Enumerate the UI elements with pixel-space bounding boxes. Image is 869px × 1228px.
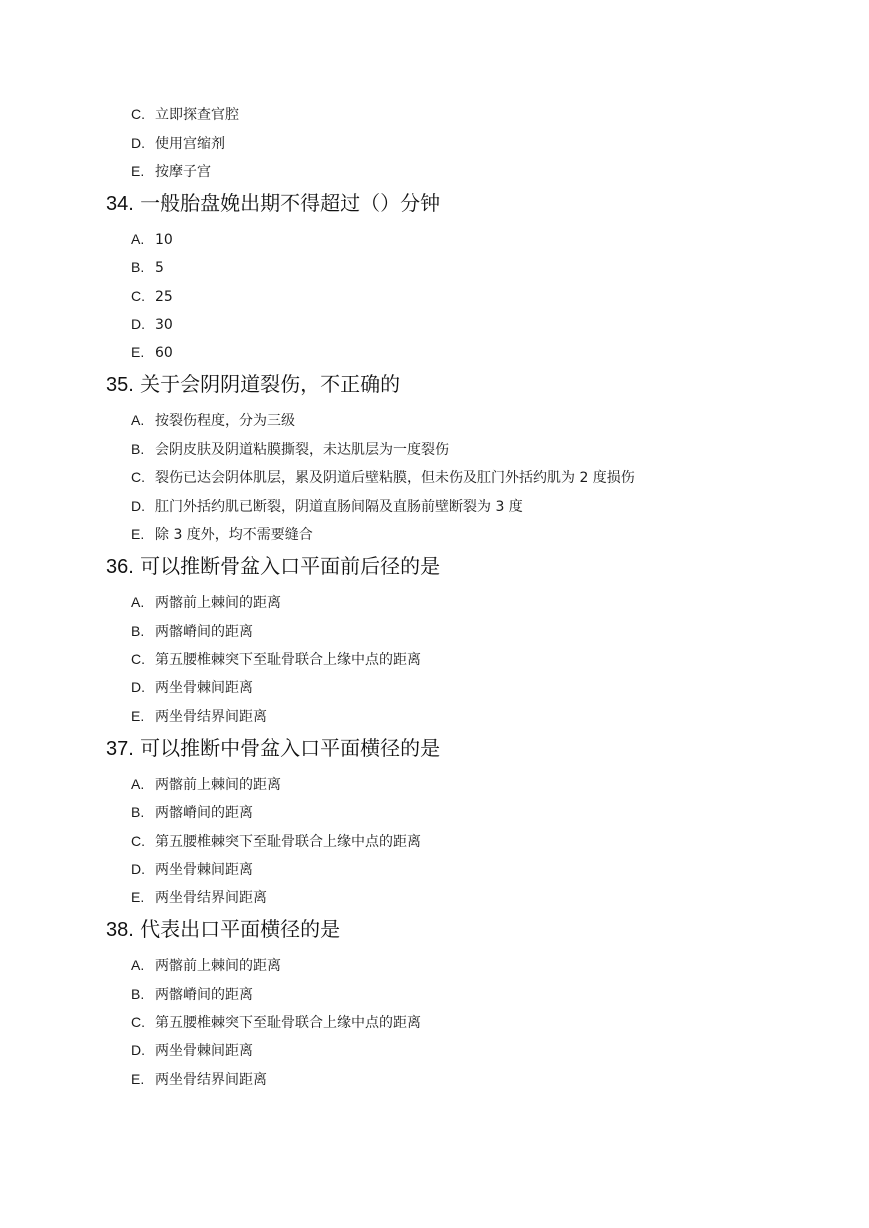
option-c [131, 468, 635, 487]
option-text: 两坐骨棘间距离 [155, 1043, 253, 1059]
option-text: 第五腰椎棘突下至耻骨联合上缘中点的距离 [155, 652, 421, 668]
option-letter: D. [131, 498, 145, 514]
option-letter: E. [131, 526, 145, 542]
option-letter: A. [131, 594, 145, 610]
option-c [131, 1013, 421, 1032]
option-text: 5 [155, 260, 164, 276]
option-text: 按摩子宫 [155, 164, 211, 180]
option-text: 两坐骨棘间距离 [155, 680, 253, 696]
option-b [131, 985, 253, 1004]
option-letter: E. [131, 163, 145, 179]
option-c [131, 650, 421, 669]
option-letter: E. [131, 708, 145, 724]
question-number: 36. [106, 556, 134, 578]
option-letter: A. [131, 776, 145, 792]
option-e [131, 707, 267, 726]
option-d [131, 860, 253, 879]
question-number: 37. [106, 738, 134, 760]
option-e [131, 1070, 267, 1089]
option-text: 两髂前上棘间的距离 [155, 595, 281, 611]
option-d [131, 678, 253, 697]
option-text: 使用宫缩剂 [155, 136, 225, 152]
option-a [131, 593, 281, 612]
option-text: 裂伤已达会阴体肌层，累及阴道后壁粘膜，但未伤及肛门外括约肌为 2 度损伤 [155, 470, 635, 486]
option-letter: B. [131, 986, 145, 1002]
option-c [131, 287, 173, 306]
option-text: 两髂前上棘间的距离 [155, 777, 281, 793]
question-34 [106, 191, 440, 216]
option-text: 30 [155, 317, 173, 333]
option-a [131, 411, 295, 430]
option-letter: C. [131, 651, 145, 667]
question-text: 可以推断中骨盆入口平面横径的是 [140, 736, 441, 760]
option-d [131, 1041, 253, 1060]
option-letter: A. [131, 231, 145, 247]
option-letter: B. [131, 441, 145, 457]
option-e [131, 343, 173, 362]
option-c [131, 105, 239, 124]
option-letter: D. [131, 135, 145, 151]
option-letter: E. [131, 1071, 145, 1087]
question-number: 35. [106, 374, 134, 396]
option-text: 60 [155, 345, 173, 361]
option-c [131, 832, 421, 851]
option-text: 两坐骨结界间距离 [155, 1072, 267, 1088]
option-letter: B. [131, 804, 145, 820]
option-text: 肛门外括约肌已断裂，阴道直肠间隔及直肠前壁断裂为 3 度 [155, 499, 523, 515]
option-text: 25 [155, 289, 173, 305]
question-38 [106, 917, 340, 942]
option-letter: C. [131, 288, 145, 304]
option-letter: A. [131, 957, 145, 973]
question-number: 34. [106, 193, 134, 215]
option-letter: D. [131, 861, 145, 877]
option-letter: D. [131, 316, 145, 332]
option-letter: B. [131, 623, 145, 639]
option-d [131, 497, 523, 516]
option-text: 两坐骨结界间距离 [155, 890, 267, 906]
option-letter: D. [131, 1042, 145, 1058]
option-text: 两髂嵴间的距离 [155, 805, 253, 821]
option-letter: C. [131, 1014, 145, 1030]
option-text: 两髂前上棘间的距离 [155, 958, 281, 974]
question-text: 代表出口平面横径的是 [140, 917, 341, 941]
option-letter: C. [131, 833, 145, 849]
option-text: 会阴皮肤及阴道粘膜撕裂，未达肌层为一度裂伤 [155, 442, 449, 458]
question-text: 可以推断骨盆入口平面前后径的是 [140, 554, 441, 578]
option-a [131, 956, 281, 975]
option-b [131, 440, 449, 459]
option-text: 10 [155, 232, 173, 248]
option-text: 两髂嵴间的距离 [155, 987, 253, 1003]
option-a [131, 230, 173, 249]
question-text: 一般胎盘娩出期不得超过（）分钟 [140, 191, 441, 215]
option-letter: B. [131, 259, 145, 275]
option-letter: C. [131, 106, 145, 122]
option-e [131, 888, 267, 907]
question-37 [106, 736, 440, 761]
question-35 [106, 372, 400, 397]
option-letter: C. [131, 469, 145, 485]
option-b [131, 622, 253, 641]
option-text: 两髂嵴间的距离 [155, 624, 253, 640]
question-text: 关于会阴阴道裂伤，不正确的 [140, 372, 401, 396]
option-text: 两坐骨棘间距离 [155, 862, 253, 878]
option-text: 两坐骨结界间距离 [155, 709, 267, 725]
option-d [131, 315, 173, 334]
option-letter: E. [131, 889, 145, 905]
option-text: 除 3 度外，均不需要缝合 [155, 527, 313, 543]
option-text: 第五腰椎棘突下至耻骨联合上缘中点的距离 [155, 834, 421, 850]
option-letter: A. [131, 412, 145, 428]
question-number: 38. [106, 919, 134, 941]
option-b [131, 258, 164, 277]
option-text: 第五腰椎棘突下至耻骨联合上缘中点的距离 [155, 1015, 421, 1031]
question-36 [106, 554, 440, 579]
option-text: 按裂伤程度，分为三级 [155, 413, 295, 429]
option-a [131, 775, 281, 794]
option-text: 立即探查官腔 [155, 107, 239, 123]
option-letter: E. [131, 344, 145, 360]
option-b [131, 803, 253, 822]
option-e [131, 162, 211, 181]
option-e [131, 525, 313, 544]
option-letter: D. [131, 679, 145, 695]
option-d [131, 134, 225, 153]
